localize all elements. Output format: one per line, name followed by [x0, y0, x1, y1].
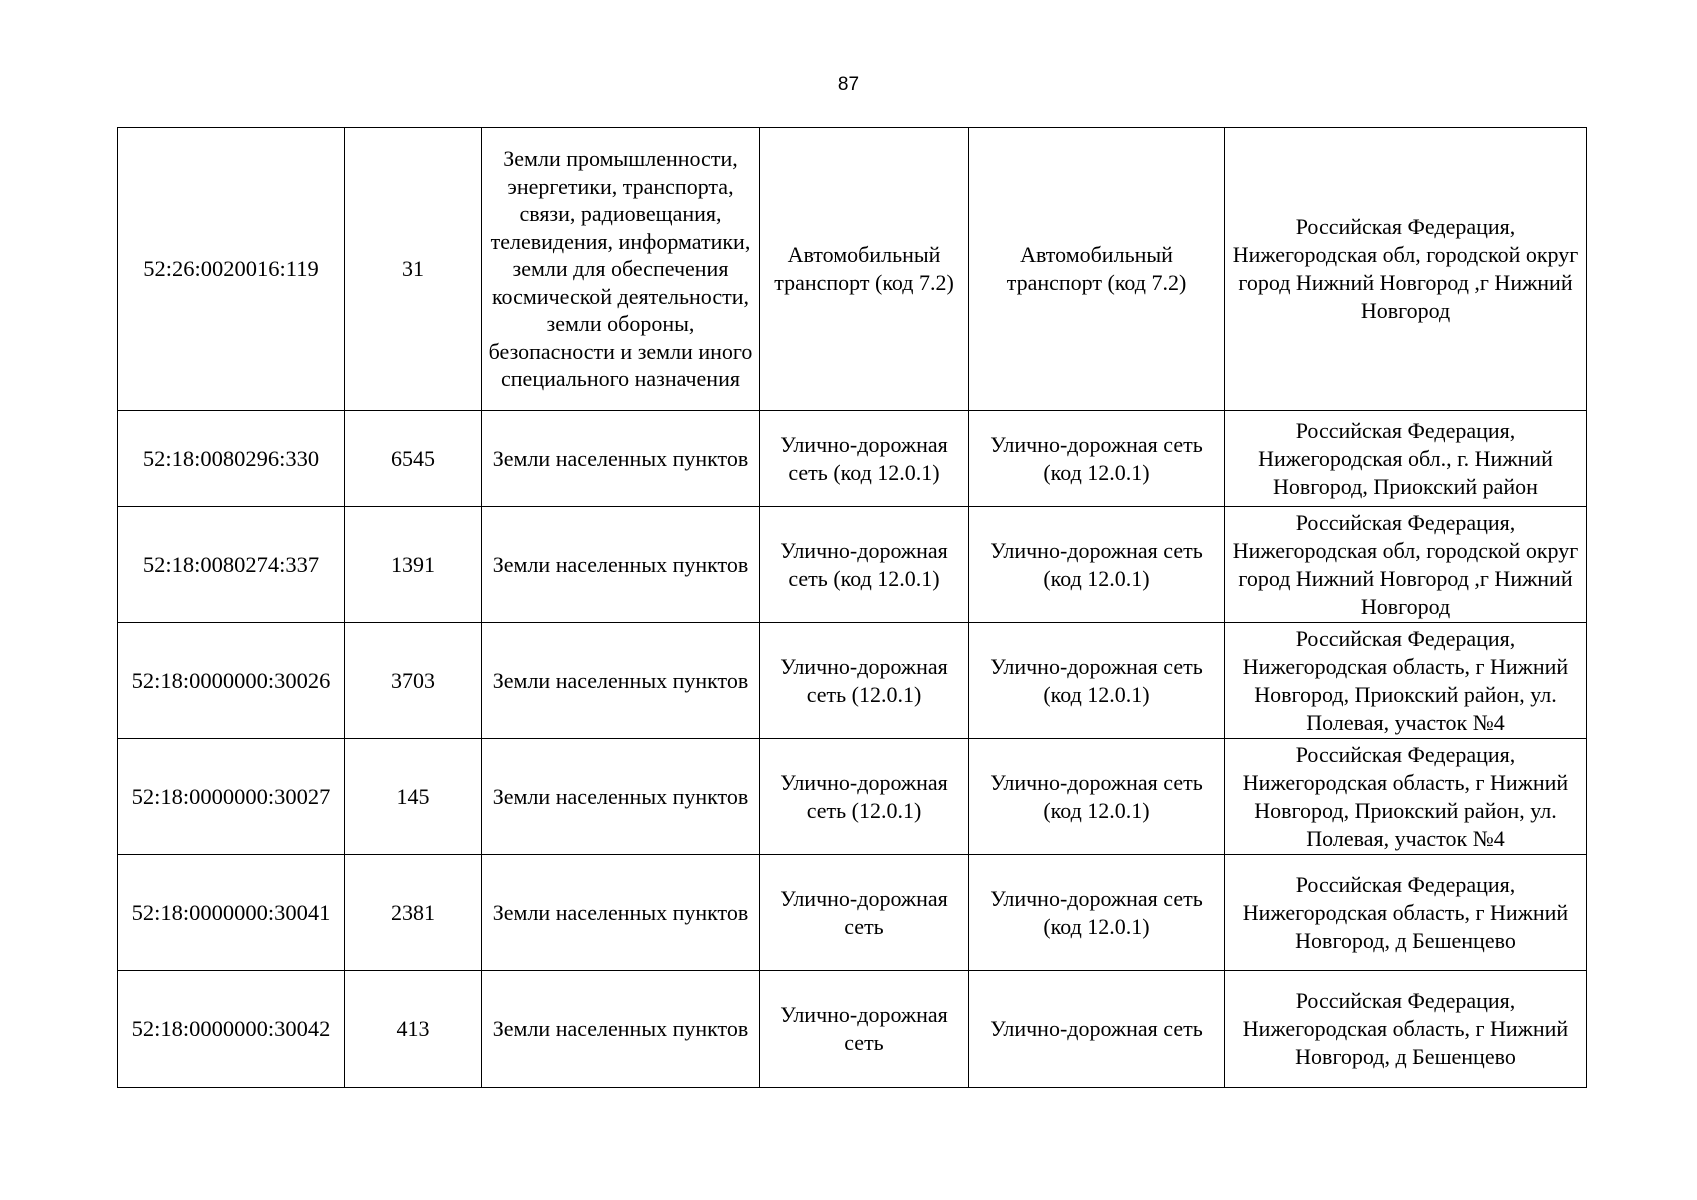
planned-use-cell: Автомобильный транспорт (код 7.2) — [969, 128, 1225, 411]
permitted-use-cell: Улично-дорожная сеть (12.0.1) — [760, 623, 969, 739]
address-cell: Российская Федерация, Нижегородская обл., г. Нижний Новгород, Приокский район — [1225, 411, 1587, 507]
address-cell: Российская Федерация, Нижегородская обл, городской округ город Нижний Новгород ,г Нижний Новгород — [1225, 507, 1587, 623]
planned-use-cell: Улично-дорожная сеть (код 12.0.1) — [969, 739, 1225, 855]
permitted-use-cell: Улично-дорожная сеть — [760, 855, 969, 971]
cadastral-number-cell: 52:18:0000000:30027 — [118, 739, 345, 855]
permitted-use-cell: Улично-дорожная сеть (код 12.0.1) — [760, 411, 969, 507]
area-cell: 1391 — [345, 507, 482, 623]
area-cell: 2381 — [345, 855, 482, 971]
land-category-cell: Земли промышленности, энергетики, транспорта, связи, радиовещания, телевидения, информатики, земли для обеспечения космической деятельности, земли обороны, безопасности и земли иного специального назначения — [482, 128, 760, 411]
table-row — [118, 128, 1587, 411]
planned-use-cell: Улично-дорожная сеть (код 12.0.1) — [969, 623, 1225, 739]
cadastral-number-cell: 52:18:0000000:30026 — [118, 623, 345, 739]
area-cell: 3703 — [345, 623, 482, 739]
land-category-cell: Земли населенных пунктов — [482, 507, 760, 623]
area-cell: 31 — [345, 128, 482, 411]
address-cell: Российская Федерация, Нижегородская обл, городской округ город Нижний Новгород ,г Нижний Новгород — [1225, 128, 1587, 411]
cadastral-number-cell: 52:18:0080296:330 — [118, 411, 345, 507]
cadastral-number-cell: 52:18:0000000:30042 — [118, 971, 345, 1088]
permitted-use-cell: Улично-дорожная сеть (код 12.0.1) — [760, 507, 969, 623]
table-row — [118, 739, 1587, 855]
address-cell: Российская Федерация, Нижегородская область, г Нижний Новгород, д Бешенцево — [1225, 971, 1587, 1088]
table-row — [118, 855, 1587, 971]
table-row — [118, 507, 1587, 623]
address-cell: Российская Федерация, Нижегородская область, г Нижний Новгород, Приокский район, ул. Полевая, участок №4 — [1225, 623, 1587, 739]
area-cell: 413 — [345, 971, 482, 1088]
land-plots-table — [117, 127, 1587, 1088]
land-category-cell: Земли населенных пунктов — [482, 411, 760, 507]
permitted-use-cell: Улично-дорожная сеть — [760, 971, 969, 1088]
table-row — [118, 623, 1587, 739]
address-cell: Российская Федерация, Нижегородская область, г Нижний Новгород, Приокский район, ул. Полевая, участок №4 — [1225, 739, 1587, 855]
page-number: 87 — [837, 74, 860, 95]
cadastral-number-cell: 52:26:0020016:119 — [118, 128, 345, 411]
permitted-use-cell: Автомобильный транспорт (код 7.2) — [760, 128, 969, 411]
table-row — [118, 971, 1587, 1088]
address-cell: Российская Федерация, Нижегородская область, г Нижний Новгород, д Бешенцево — [1225, 855, 1587, 971]
area-cell: 145 — [345, 739, 482, 855]
planned-use-cell: Улично-дорожная сеть (код 12.0.1) — [969, 507, 1225, 623]
planned-use-cell: Улично-дорожная сеть (код 12.0.1) — [969, 411, 1225, 507]
planned-use-cell: Улично-дорожная сеть — [969, 971, 1225, 1088]
land-category-cell: Земли населенных пунктов — [482, 971, 760, 1088]
cadastral-number-cell: 52:18:0080274:337 — [118, 507, 345, 623]
cadastral-number-cell: 52:18:0000000:30041 — [118, 855, 345, 971]
table-row — [118, 411, 1587, 507]
land-category-cell: Земли населенных пунктов — [482, 739, 760, 855]
land-category-cell: Земли населенных пунктов — [482, 855, 760, 971]
planned-use-cell: Улично-дорожная сеть (код 12.0.1) — [969, 855, 1225, 971]
permitted-use-cell: Улично-дорожная сеть (12.0.1) — [760, 739, 969, 855]
area-cell: 6545 — [345, 411, 482, 507]
land-category-cell: Земли населенных пунктов — [482, 623, 760, 739]
